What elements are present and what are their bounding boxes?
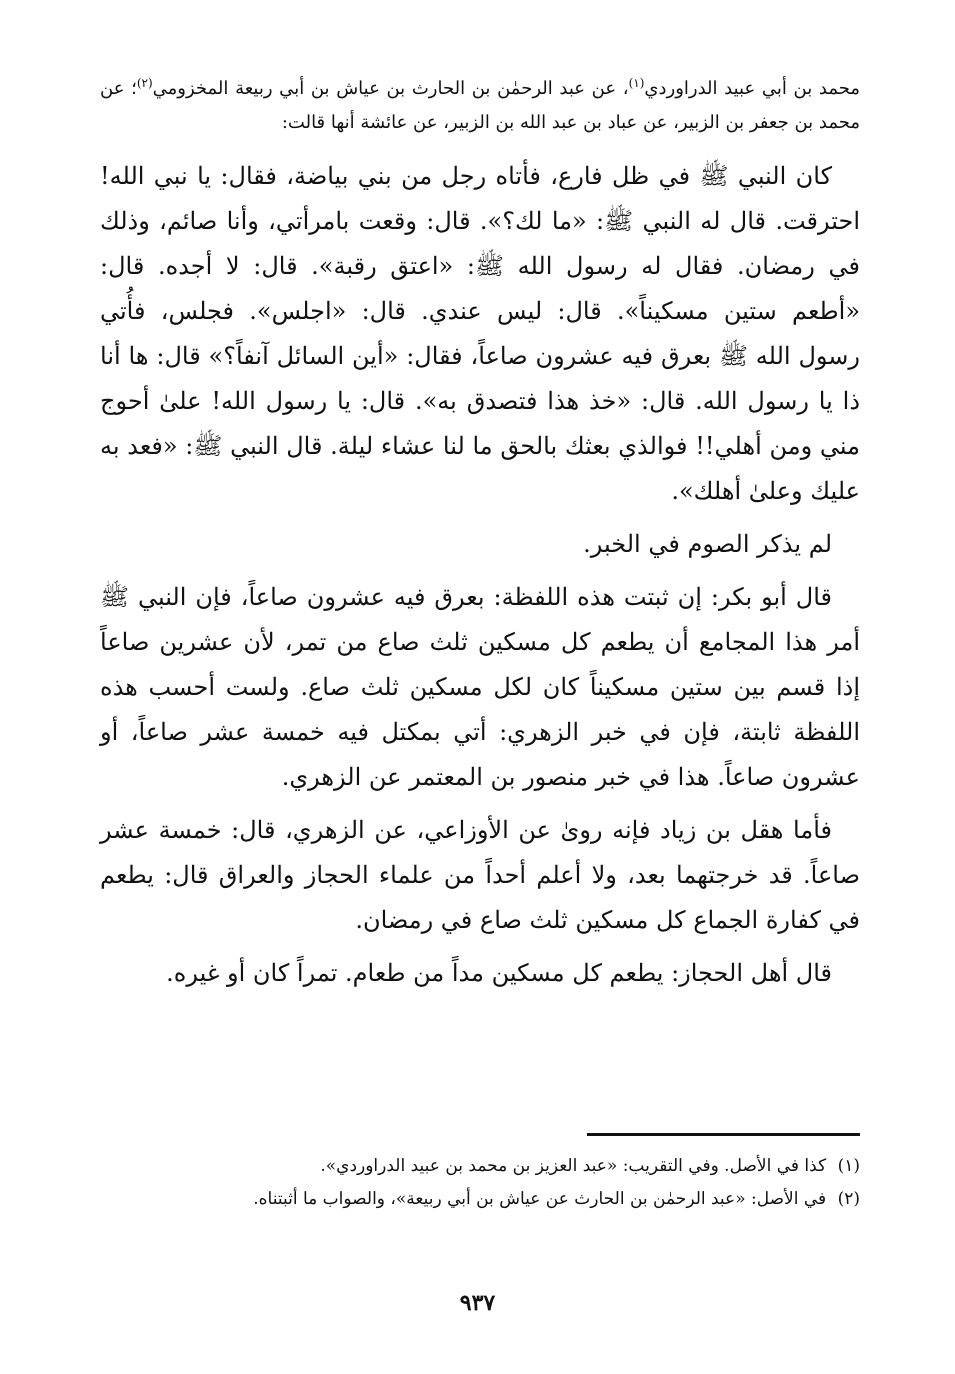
footnotes-section — [100, 1150, 860, 1216]
commentary-paragraph-abu-bakr: قال أبو بكر: إن ثبتت هذه اللفظة: بعرق فيه عشرون صاعاً، فإن النبي ﷺ أمر هذا المجامع أن يطعم كل مسكين ثلث صاع من تمر، لأن عشرين صاعاً إذا قسم بين ستين مسكيناً كان لكل مسكين ثلث صاع. ولست أحسب هذه اللفظة ثابتة، فإن في خبر الزهري: أتي بمكتل فيه خمسة عشر صاعاً، أو عشرون صاعاً. هذا في خبر منصور بن المعتمر عن الزهري. — [100, 583, 860, 791]
footnote-2 — [100, 1183, 860, 1216]
footnote-1-text: كذا في الأصل. وفي التقريب: «عبد العزيز بن محمد بن عبيد الدراوردي». — [320, 1156, 827, 1176]
isnad-paragraph — [100, 72, 860, 140]
isnad-text-part2: ، عن عبد الرحمٰن بن الحارث بن عياش بن أبي ربيعة المخزومي — [152, 78, 629, 99]
hadith-paragraph: كان النبي ﷺ في ظل فارع، فأتاه رجل من بني بياضة، فقال: يا نبي الله! احترقت. قال له النبي ﷺ: «ما لك؟». قال: وقعت بامرأتي، وأنا صائم، وذلك في رمضان. فقال له رسول الله ﷺ: «اعتق رقبة». قال: لا أجده. قال: «أطعم ستين مسكيناً». قال: ليس عندي. قال: «اجلس». فجلس، فأُتي رسول الله ﷺ بعرق فيه عشرون صاعاً، فقال: «أين السائل آنفاً؟» قال: ها أنا ذا يا رسول الله. قال: «خذ هذا فتصدق به». قال: يا رسول الله! علىٰ أحوج مني ومن أهلي!! فوالذي بعثك بالحق ما لنا عشاء ليلة. قال النبي ﷺ: «فعد به عليك وعلىٰ أهلك». — [100, 162, 861, 505]
page-body — [100, 72, 860, 1004]
commentary-paragraph-hijaz: قال أهل الحجاز: يطعم كل مسكين مداً من طعام. تمراً كان أو غيره. — [166, 959, 832, 987]
footnote-ref-1: (١) — [628, 76, 645, 90]
footnote-divider — [587, 1133, 860, 1136]
isnad-text-part1: محمد بن أبي عبيد الدراوردي — [644, 78, 860, 99]
footnote-1-number: (١) — [837, 1156, 860, 1176]
footnote-ref-2: (٢) — [136, 76, 153, 90]
page-number: ٩٣٧ — [459, 1290, 496, 1316]
isnad-text-part3: ؛ عن محمد بن جعفر بن الزبير، عن عباد بن عبد الله بن الزبير، عن عائشة أنها قالت: — [100, 78, 860, 133]
footnote-2-number: (٢) — [837, 1189, 860, 1209]
commentary-paragraph-hiql: فأما هقل بن زياد فإنه روىٰ عن الأوزاعي، عن الزهري، قال: خمسة عشر صاعاً. قد خرجتهما بعد، ولا أعلم أحداً من علماء الحجاز والعراق قال: يطعم في كفارة الجماع كل مسكين ثلث صاع في رمضان. — [100, 816, 860, 934]
footnote-1 — [100, 1150, 860, 1183]
footnote-2-text: في الأصل: «عبد الرحمٰن بن الحارث عن عياش بن أبي ربيعة»، والصواب ما أثبتناه. — [253, 1189, 827, 1209]
note-paragraph: لم يذكر الصوم في الخبر. — [583, 530, 832, 558]
